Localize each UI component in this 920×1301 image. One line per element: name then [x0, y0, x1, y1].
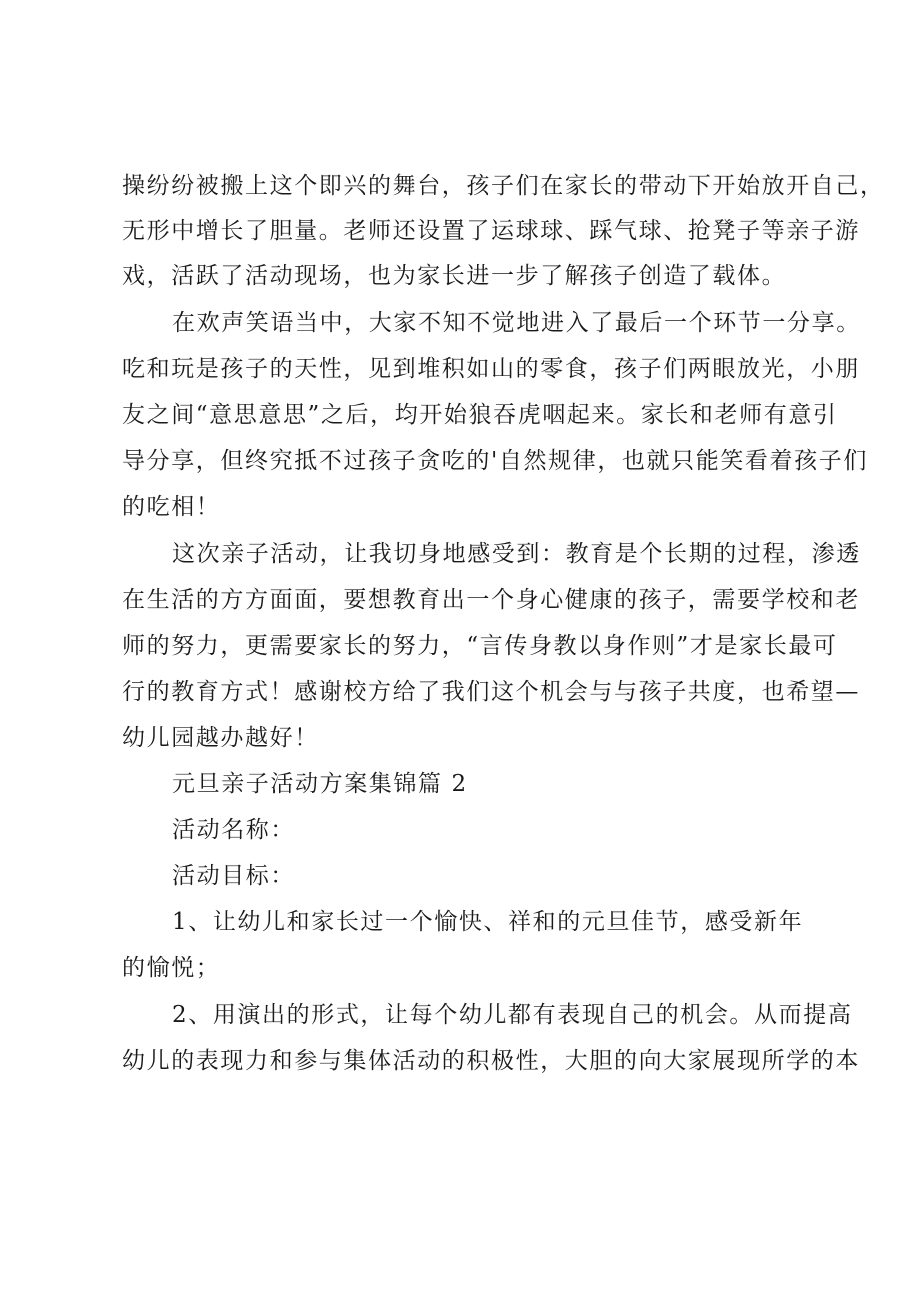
- text-line: 行的教育方式！感谢校方给了我们这个机会与与孩子共度，也希望—: [122, 679, 860, 705]
- text-line: 在生活的方方面面，要想教育出一个身心健康的孩子，需要学校和老: [122, 587, 860, 613]
- text-line: 幼儿园越办越好！: [122, 725, 319, 751]
- text-line: 吃和玩是孩子的天性，见到堆积如山的零食，孩子们两眼放光，小朋: [122, 356, 860, 382]
- text-line: 友之间“意思意思”之后，均开始狼吞虎咽起来。家长和老师有意引: [122, 402, 838, 428]
- text-line: 无形中增长了胆量。老师还设置了运球球、踩气球、抢凳子等亲子游: [122, 218, 860, 244]
- field-label: 活动名称：: [172, 817, 295, 843]
- paragraph-first-line: 在欢声笑语当中，大家不知不觉地进入了最后一个环节一分享。: [172, 310, 861, 336]
- list-item-1-first-line: 1、让幼儿和家长过一个愉快、祥和的元旦佳节，感受新年: [172, 909, 804, 935]
- text-line: 导分享，但终究抵不过孩子贪吃的'自然规律，也就只能笑看着孩子们: [122, 448, 868, 474]
- text-line: 幼儿的表现力和参与集体活动的积极性，大胆的向大家展现所学的本: [122, 1048, 860, 1074]
- text-line: 操纷纷被搬上这个即兴的舞台，孩子们在家长的带动下开始放开自己，: [122, 173, 885, 199]
- text-line: 戏，活跃了活动现场，也为家长进一步了解孩子创造了载体。: [122, 263, 787, 289]
- text-line: 师的努力，更需要家长的努力，“言传身教以身作则”才是家长最可: [122, 633, 838, 659]
- list-item-2-first-line: 2、用演出的形式，让每个幼儿都有表现自己的机会。从而提高: [172, 1002, 853, 1028]
- paragraph-first-line: 这次亲子活动，让我切身地感受到：教育是个长期的过程，渗透: [172, 541, 861, 567]
- field-label: 活动目标：: [172, 863, 295, 889]
- text-line: 的吃相！: [122, 494, 221, 520]
- text-line: 的愉悦；: [122, 955, 221, 981]
- section-heading: 元旦亲子活动方案集锦篇 2: [172, 771, 468, 797]
